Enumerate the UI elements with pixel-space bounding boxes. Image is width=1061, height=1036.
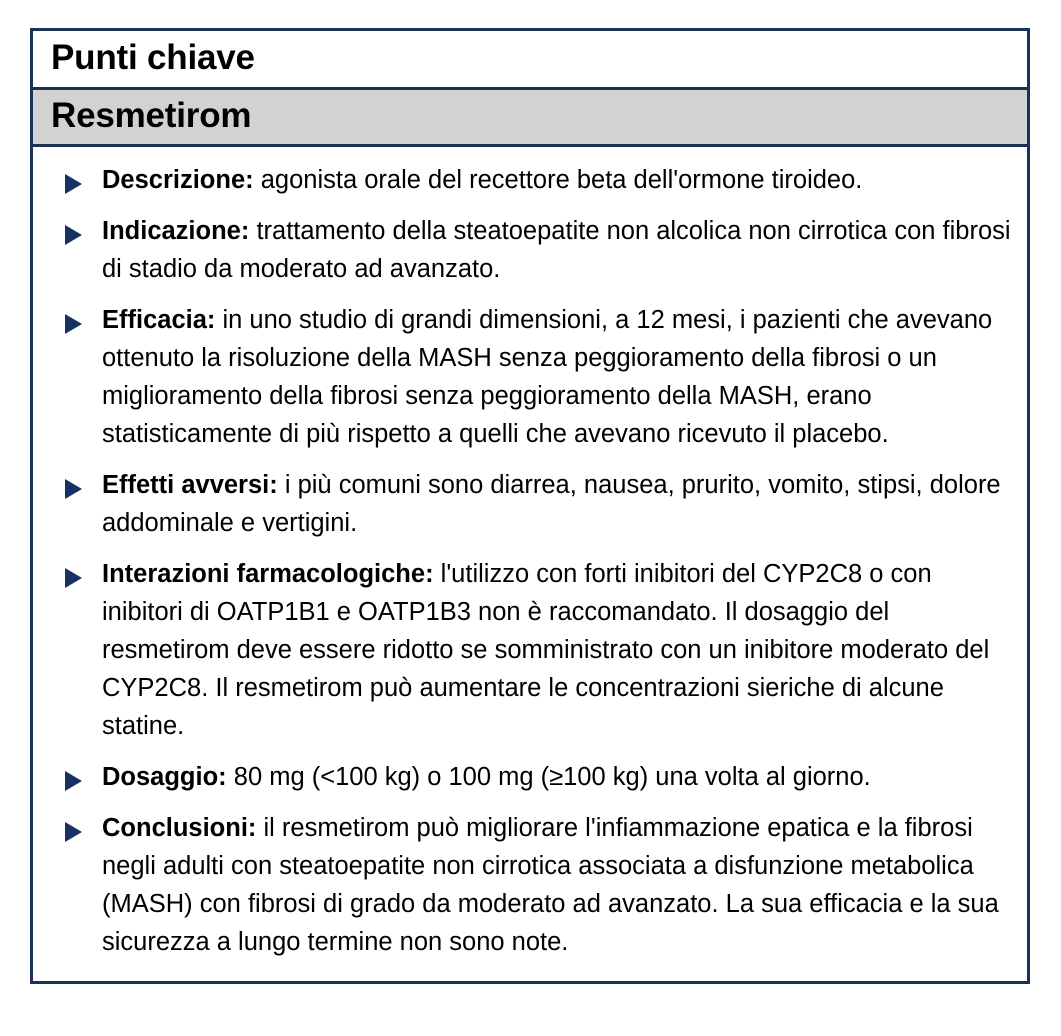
list-item — [51, 161, 1013, 199]
list-item-label: Descrizione: — [102, 165, 254, 194]
key-points-list — [33, 147, 1027, 981]
list-item-label: Efficacia: — [102, 305, 216, 334]
triangle-bullet-icon — [65, 771, 82, 791]
list-item-text: trattamento della steatoepatite non alcolica non cirrotica con fibrosi di stadio da moderato ad avanzato. — [102, 216, 1011, 283]
triangle-bullet-icon — [65, 314, 82, 334]
triangle-bullet-icon — [65, 174, 82, 194]
triangle-bullet-icon — [65, 568, 82, 588]
box-title-row — [33, 31, 1027, 90]
list-item — [51, 758, 1013, 796]
list-item-text: agonista orale del recettore beta dell'ormone tiroideo. — [253, 165, 863, 194]
list-item-label: Interazioni farmacologiche: — [102, 559, 434, 588]
page-title: Punti chiave — [51, 38, 255, 77]
list-item-label: Conclusioni: — [102, 813, 257, 842]
list-item — [51, 466, 1013, 542]
list-item-text: in uno studio di grandi dimensioni, a 12 mesi, i pazienti che avevano ottenuto la risoluzione della MASH senza peggioramento della fibrosi o un miglioramento della fibrosi senza peggioramento della MASH, erano statisticamente di più rispetto a quelli che avevano ricevuto il placebo. — [102, 305, 993, 448]
list-item — [51, 301, 1013, 453]
list-item — [51, 212, 1013, 288]
list-item-label: Effetti avversi: — [102, 470, 278, 499]
key-points-box — [30, 28, 1030, 984]
list-item-label: Indicazione: — [102, 216, 250, 245]
list-item-text: i più comuni sono diarrea, nausea, prurito, vomito, stipsi, dolore addominale e vertigini. — [102, 470, 1001, 537]
list-item-label: Dosaggio: — [102, 762, 227, 791]
list-item — [51, 555, 1013, 745]
list-item — [51, 809, 1013, 961]
list-item-text: il resmetirom può migliorare l'infiammazione epatica e la fibrosi negli adulti con steatoepatite non cirrotica associata a disfunzione metabolica (MASH) con fibrosi di grado da moderato ad avanzato. La sua efficacia e la sua sicurezza a lungo termine non sono note. — [102, 813, 999, 956]
triangle-bullet-icon — [65, 822, 82, 842]
list-item-text: 80 mg (<100 kg) o 100 mg (≥100 kg) una volta al giorno. — [226, 762, 871, 791]
list-item-text: l'utilizzo con forti inibitori del CYP2C8 o con inibitori di OATP1B1 e OATP1B3 non è raccomandato. Il dosaggio del resmetirom deve essere ridotto se somministrato con un inibitore moderato del CYP2C8. Il resmetirom può aumentare le concentrazioni sieriche di alcune statine. — [102, 559, 990, 740]
drug-name-heading: Resmetirom — [51, 95, 252, 135]
triangle-bullet-icon — [65, 225, 82, 245]
triangle-bullet-icon — [65, 479, 82, 499]
drug-title-row — [33, 90, 1027, 147]
